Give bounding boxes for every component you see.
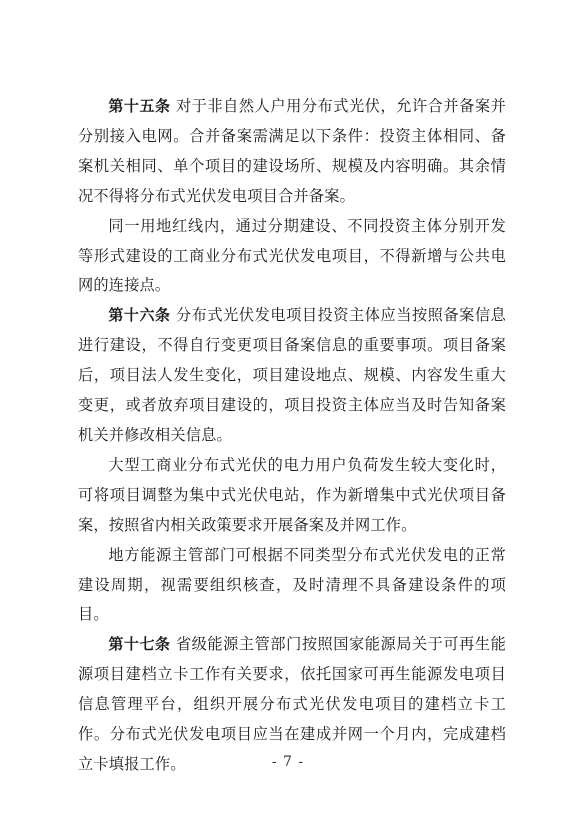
paragraph-article-15 bbox=[78, 92, 506, 212]
page-number: - 7 - bbox=[271, 754, 305, 770]
paragraph-text: 分布式光伏发电项目投资主体应当按照备案信息进行建设，不得自行变更项目备案信息的重要事项。项目备案后，项目法人发生变化，项目建设地点、规模、内容发生重大变更，或者放弃项目建设的，项目投资主体应当及时告知备案机关并修改相关信息。 bbox=[78, 306, 506, 444]
article-heading: 第十七条 bbox=[108, 635, 171, 654]
paragraph-article-16-sub-2 bbox=[78, 541, 506, 631]
paragraph-article-15-sub bbox=[78, 212, 506, 302]
paragraph-text: 对于非自然人户用分布式光伏，允许合并备案并分别接入电网。合并备案需满足以下条件：投资主体相同、备案机关相同、单个项目的建设场所、规模及内容明确。其余情况不得将分布式光伏发电项目合并备案。 bbox=[78, 97, 506, 205]
paragraph-text: 地方能源主管部门可根据不同类型分布式光伏发电的正常建设周期，视需要组织核查，及时清理不具备建设条件的项目。 bbox=[78, 545, 506, 624]
document-body bbox=[78, 92, 506, 780]
paragraph-article-16-sub-1 bbox=[78, 451, 506, 541]
paragraph-text: 大型工商业分布式光伏的电力用户负荷发生较大变化时，可将项目调整为集中式光伏电站，作为新增集中式光伏项目备案，按照省内相关政策要求开展备案及并网工作。 bbox=[78, 455, 506, 534]
paragraph-article-16 bbox=[78, 301, 506, 451]
paragraph-text: 同一用地红线内，通过分期建设、不同投资主体分别开发等形式建设的工商业分布式光伏发电项目，不得新增与公共电网的连接点。 bbox=[78, 216, 506, 295]
article-heading: 第十六条 bbox=[108, 306, 171, 325]
article-heading: 第十五条 bbox=[108, 97, 171, 115]
paragraph-text: 省级能源主管部门按照国家能源局关于可再生能源项目建档立卡工作有关要求，依托国家可再生能源发电项目信息管理平台，组织开展分布式光伏发电项目的建档立卡工作。分布式光伏发电项目应当在建成并网一个月内，完成建档立卡填报工作。 bbox=[78, 635, 506, 773]
